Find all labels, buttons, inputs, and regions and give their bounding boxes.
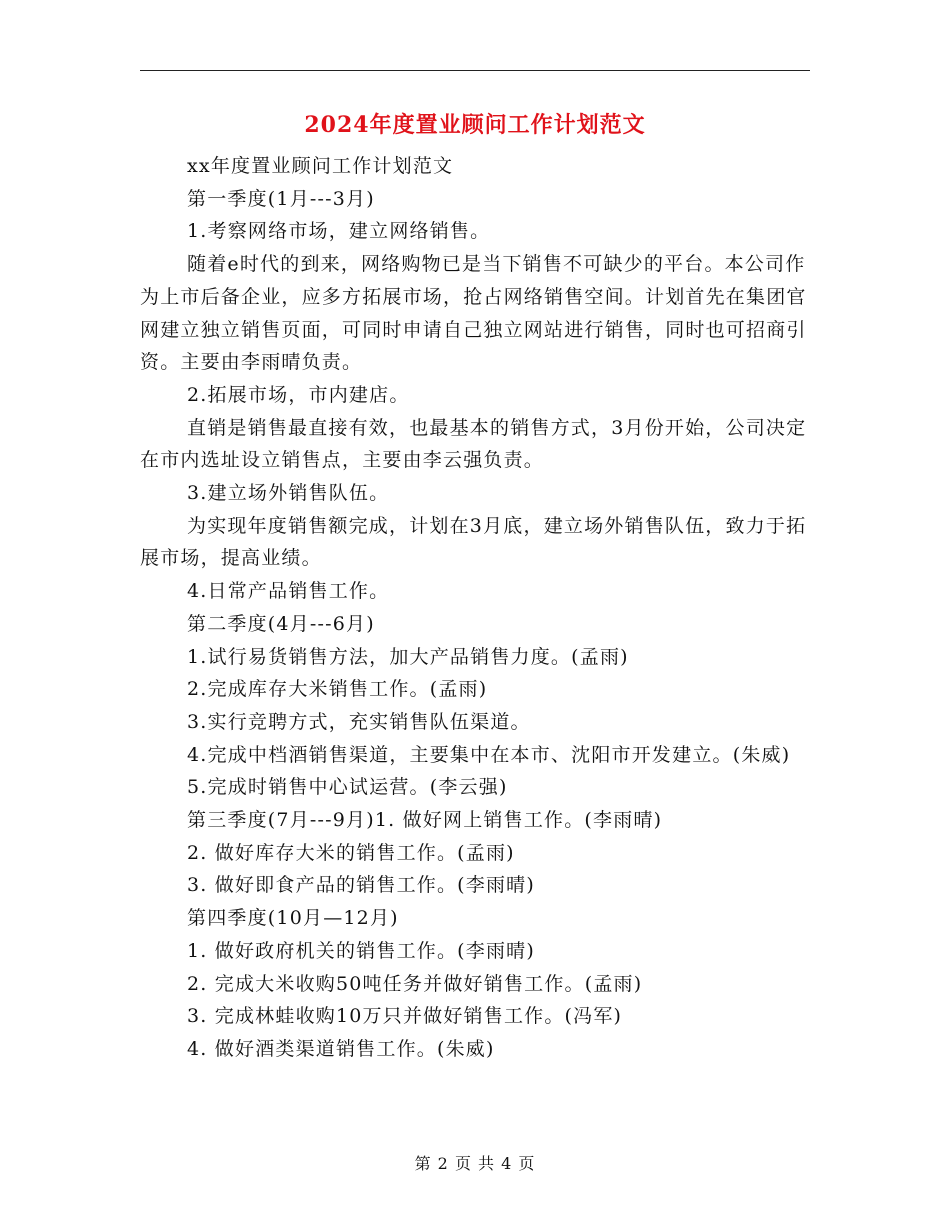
- document-title: 2024年度置业顾问工作计划范文: [304, 112, 646, 138]
- paragraph: 3. 做好即食产品的销售工作。(李雨晴): [187, 874, 535, 897]
- paragraph: 2. 完成大米收购50吨任务并做好销售工作。(孟雨): [187, 972, 643, 995]
- paragraph: 3.实行竞聘方式，充实销售队伍渠道。: [187, 710, 531, 733]
- header-rule: [140, 70, 810, 71]
- paragraph: 2. 做好库存大米的销售工作。(孟雨): [187, 841, 515, 864]
- document-body: [140, 150, 810, 1066]
- paragraph: 2.拓展市场，市内建店。: [187, 383, 410, 406]
- paragraph: 4.完成中档酒销售渠道，主要集中在本市、沈阳市开发建立。(朱威): [187, 743, 791, 766]
- page-footer: 第 2 页 共 4 页: [414, 1154, 536, 1173]
- paragraph: 直销是销售最直接有效，也最基本的销售方式，3月份开始，公司决定在市内选址设立销售点，主要由李云强负责。: [140, 416, 807, 472]
- paragraph: xx年度置业顾问工作计划范文: [187, 155, 454, 177]
- paragraph: 4.日常产品销售工作。: [187, 580, 390, 603]
- paragraph: 3. 完成林蛙收购10万只并做好销售工作。(冯军): [187, 1005, 623, 1028]
- paragraph: 4. 做好酒类渠道销售工作。(朱威): [187, 1037, 495, 1060]
- paragraph: 1.考察网络市场，建立网络销售。: [187, 220, 491, 243]
- paragraph: 第一季度(1月---3月): [187, 187, 375, 210]
- paragraph: 3.建立场外销售队伍。: [187, 482, 390, 505]
- paragraph: 为实现年度销售额完成，计划在3月底，建立场外销售队伍，致力于拓展市场，提高业绩。: [140, 514, 807, 570]
- paragraph: 随着e时代的到来，网络购物已是当下销售不可缺少的平台。本公司作为上市后备企业，应多方拓展市场，抢占网络销售空间。计划首先在集团官网建立独立销售页面，可同时申请自己独立网站进行销售，同时也可招商引资。主要由李雨晴负责。: [140, 253, 807, 374]
- paragraph: 第二季度(4月---6月): [187, 612, 375, 635]
- paragraph: 第三季度(7月---9月)1. 做好网上销售工作。(李雨晴): [187, 809, 663, 832]
- paragraph: 2.完成库存大米销售工作。(孟雨): [187, 678, 488, 701]
- paragraph: 5.完成时销售中心试运营。(李云强): [187, 776, 508, 799]
- paragraph: 1. 做好政府机关的销售工作。(李雨晴): [187, 939, 535, 962]
- paragraph: 第四季度(10月—12月): [187, 907, 399, 930]
- paragraph: 1.试行易货销售方法，加大产品销售力度。(孟雨): [187, 645, 629, 668]
